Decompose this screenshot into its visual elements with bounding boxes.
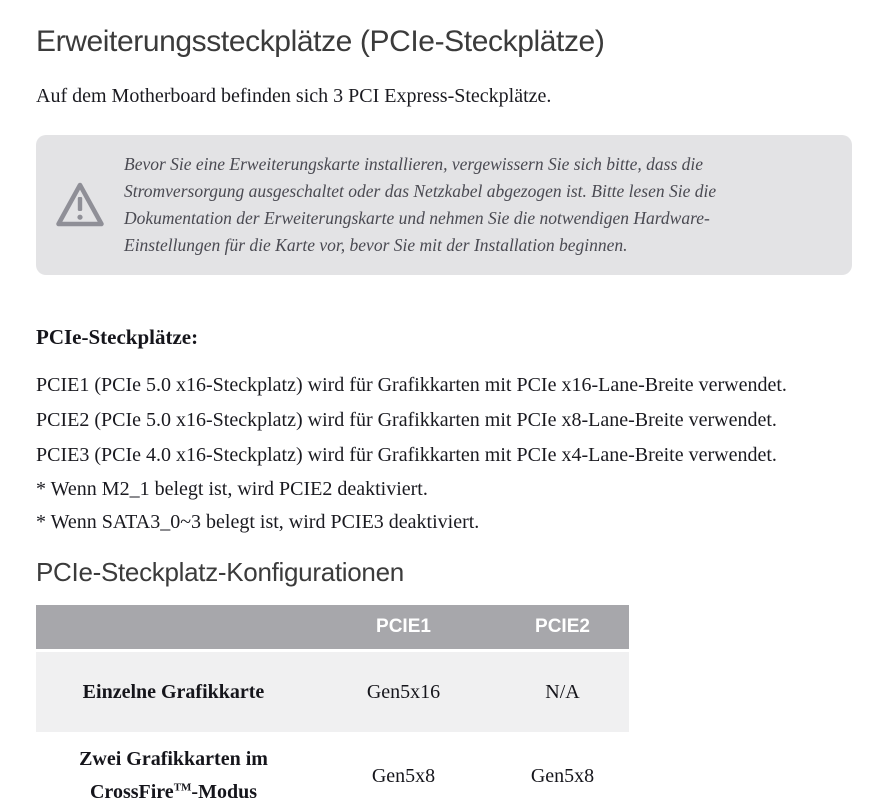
table-header-empty — [36, 605, 311, 652]
warning-callout — [36, 135, 852, 275]
crossfire-label-suffix: -Modus — [191, 781, 257, 801]
table-header-pcie1: PCIE1 — [311, 605, 496, 652]
trademark-symbol: TM — [173, 781, 192, 794]
warning-triangle-icon — [36, 181, 124, 229]
row-label-single-gpu: Einzelne Grafikkarte — [36, 652, 311, 732]
row-label-crossfire — [36, 732, 311, 801]
slot-line-pcie2: PCIE2 (PCIe 5.0 x16-Steckplatz) wird für Grafikkarten mit PCIe x8-Lane-Breite verwendet. — [36, 409, 777, 431]
slots-section-heading: PCIe-Steckplätze: — [36, 325, 199, 349]
table-header-pcie2: PCIE2 — [496, 605, 629, 652]
crossfire-brand: CrossFire — [89, 781, 174, 801]
config-section-heading: PCIe-Steckplatz-Konfigurationen — [36, 557, 404, 587]
pcie-config-table — [36, 605, 629, 801]
cell-single-pcie1: Gen5x16 — [311, 652, 496, 732]
cell-crossfire-pcie1: Gen5x8 — [311, 732, 496, 801]
cell-single-pcie2: N/A — [496, 652, 629, 732]
page-title: Erweiterungssteckplätze (PCIe-Steckplätze) — [36, 25, 605, 58]
slot-description-list — [36, 368, 852, 539]
footnote-sata: * Wenn SATA3_0~3 belegt ist, wird PCIE3 deaktiviert. — [36, 511, 480, 533]
crossfire-label-line1: Zwei Grafikkarten im — [79, 748, 268, 770]
slot-line-pcie1: PCIE1 (PCIe 5.0 x16-Steckplatz) wird für Grafikkarten mit PCIe x16-Lane-Breite verwendet. — [36, 374, 787, 396]
intro-text: Auf dem Motherboard befinden sich 3 PCI Express-Steckplätze. — [36, 85, 552, 107]
table-header-row — [36, 605, 629, 652]
cell-crossfire-pcie2: Gen5x8 — [496, 732, 629, 801]
slot-line-pcie3: PCIE3 (PCIe 4.0 x16-Steckplatz) wird für Grafikkarten mit PCIe x4-Lane-Breite verwendet. — [36, 444, 777, 466]
table-row-single-gpu — [36, 652, 629, 732]
warning-text: Bevor Sie eine Erweiterungskarte installieren, vergewissern Sie sich bitte, dass die Stromversorgung ausgeschaltet oder das Netzkabel abgezogen ist. Bitte lesen Sie die Dokumentation der Erweiterungskarte und nehmen Sie die notwendigen Hardware-Einstellungen für die Karte vor, bevor Sie mit der Installation beginnen. — [124, 154, 717, 255]
table-row-crossfire — [36, 732, 629, 801]
footnote-m2: * Wenn M2_1 belegt ist, wird PCIE2 deaktiviert. — [36, 478, 428, 500]
